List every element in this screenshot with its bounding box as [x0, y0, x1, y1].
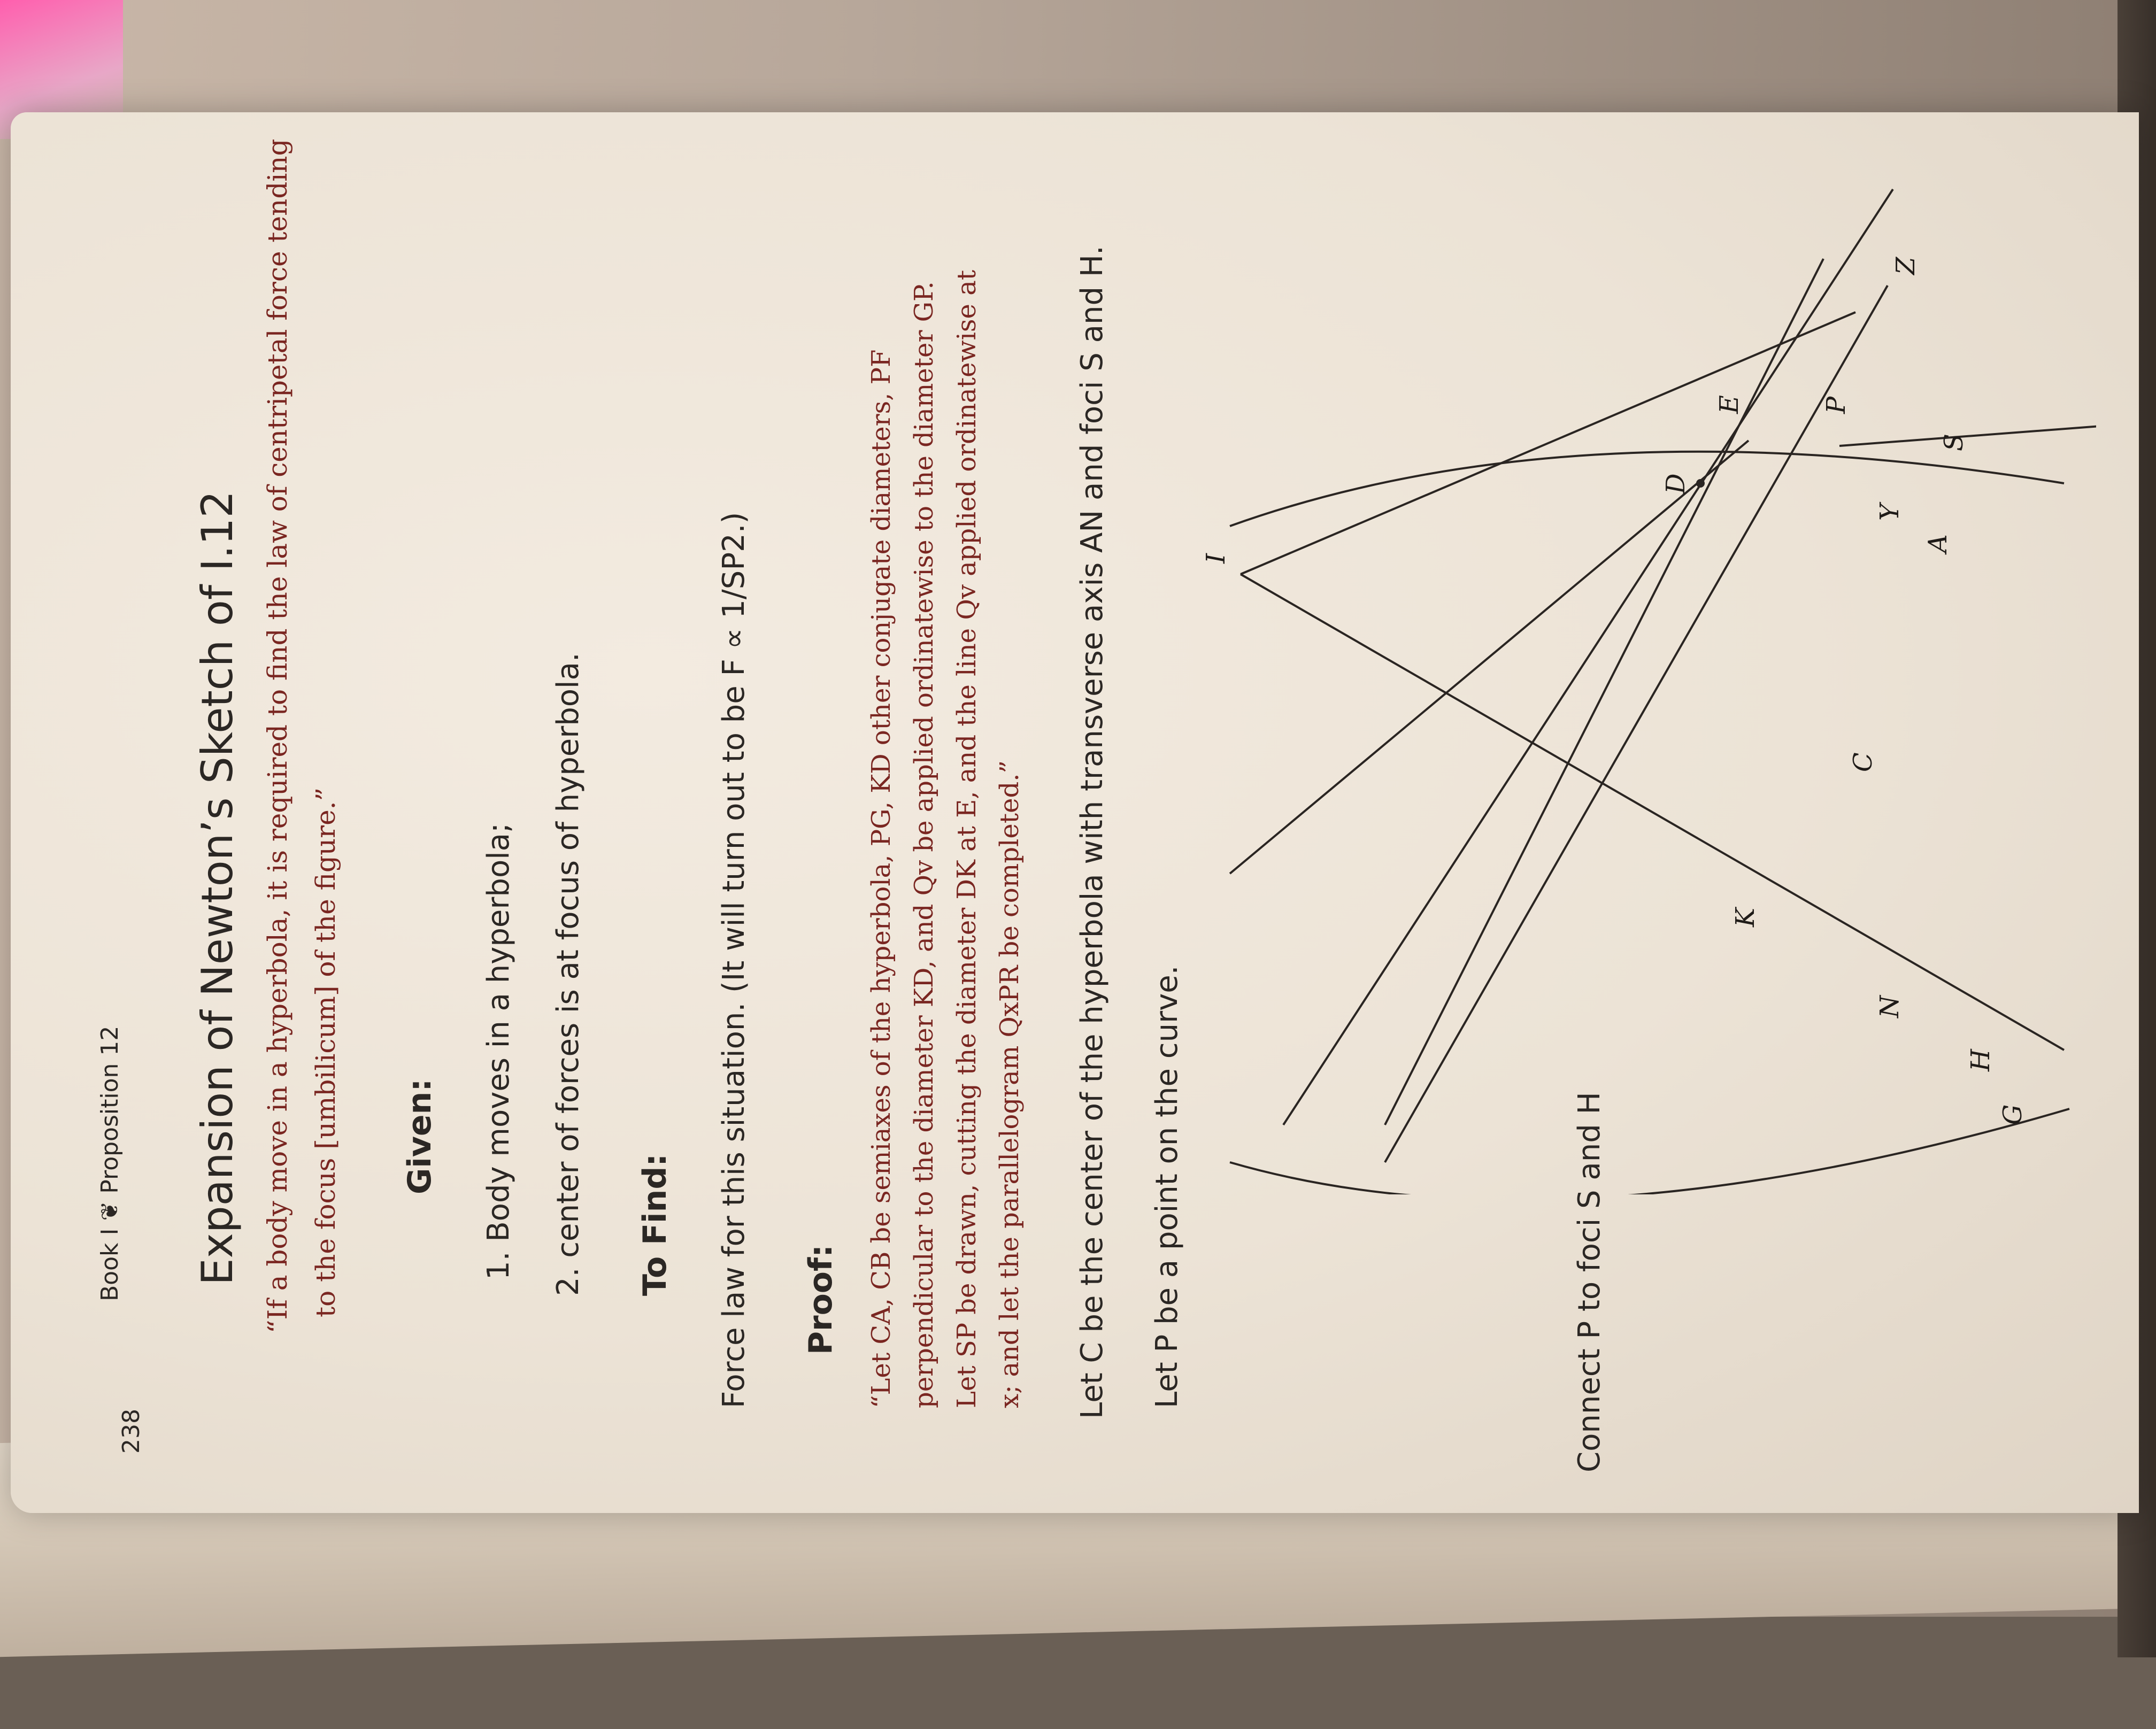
label-P: P — [1821, 396, 1851, 414]
label-I: I — [1201, 553, 1231, 564]
given-item: 2. center of forces is at focus of hyperbola. — [551, 652, 586, 1296]
to-find-heading: To Find: — [636, 1153, 674, 1296]
page-content — [11, 112, 2156, 1729]
label-H: H — [1966, 1049, 1996, 1071]
label-K: K — [1730, 908, 1760, 927]
book-page — [11, 112, 2139, 1513]
given-heading: Given: — [401, 1078, 438, 1194]
line-H-S — [1283, 189, 1893, 1125]
proof-heading: Proof: — [802, 1244, 840, 1355]
running-head: Book I ❦ Proposition 12 — [96, 1025, 124, 1301]
label-N: N — [1875, 995, 1905, 1018]
label-E: E — [1714, 395, 1744, 414]
proof-line: perpendicular to the diameter KD, and Qv be applied ordinatewise to the diameter GP. — [909, 281, 939, 1408]
label-G: G — [1998, 1104, 2028, 1125]
section-title: Expansion of Newton’s Sketch of I.12 — [192, 490, 242, 1285]
hyperbola-branch-left — [1230, 1109, 2069, 1194]
hyperbola-branch-right — [1230, 452, 2064, 526]
point-D — [1696, 479, 1705, 488]
hyperbola-sketch — [1187, 179, 2096, 1194]
let-p-text: Let P be a point on the curve. — [1150, 965, 1184, 1408]
proof-line: x; and let the parallelogram QxPR be completed.” — [995, 760, 1025, 1408]
line-I-P — [1241, 312, 1855, 574]
quote-line: “If a body move in a hyperbola, it is required to find the law of centripetal force tending — [262, 138, 293, 1333]
given-item: 1. Body moves in a hyperbola; — [481, 823, 516, 1280]
label-A: A — [1923, 534, 1953, 553]
let-c-text: Let C be the center of the hyperbola with transverse axis AN and foci S and H. — [1075, 245, 1110, 1419]
page-number: 238 — [118, 1409, 145, 1454]
label-C: C — [1848, 752, 1878, 772]
to-find-text: Force law for this situation. (It will turn out to be F ∝ 1/SP2.) — [717, 512, 751, 1408]
label-S: S — [1939, 434, 1969, 451]
label-Z: Z — [1891, 257, 1921, 275]
line-I-N — [1241, 574, 2064, 1050]
proof-line: “Let CA, CB be semiaxes of the hyperbola, PG, KD other conjugate diameters, PF — [866, 349, 896, 1408]
label-Y: Y — [1875, 504, 1905, 521]
connect-text: Connect P to foci S and H — [1572, 1092, 1607, 1472]
label-D: D — [1661, 473, 1691, 494]
proof-line: Let SP be drawn, cutting the diameter DK at E, and the line Qv applied ordinatewise at — [952, 269, 982, 1408]
line-G-P — [1385, 259, 1823, 1125]
quote-line: to the focus [umbilicum] of the figure.” — [310, 787, 341, 1317]
line-N-Z — [1385, 285, 1888, 1162]
